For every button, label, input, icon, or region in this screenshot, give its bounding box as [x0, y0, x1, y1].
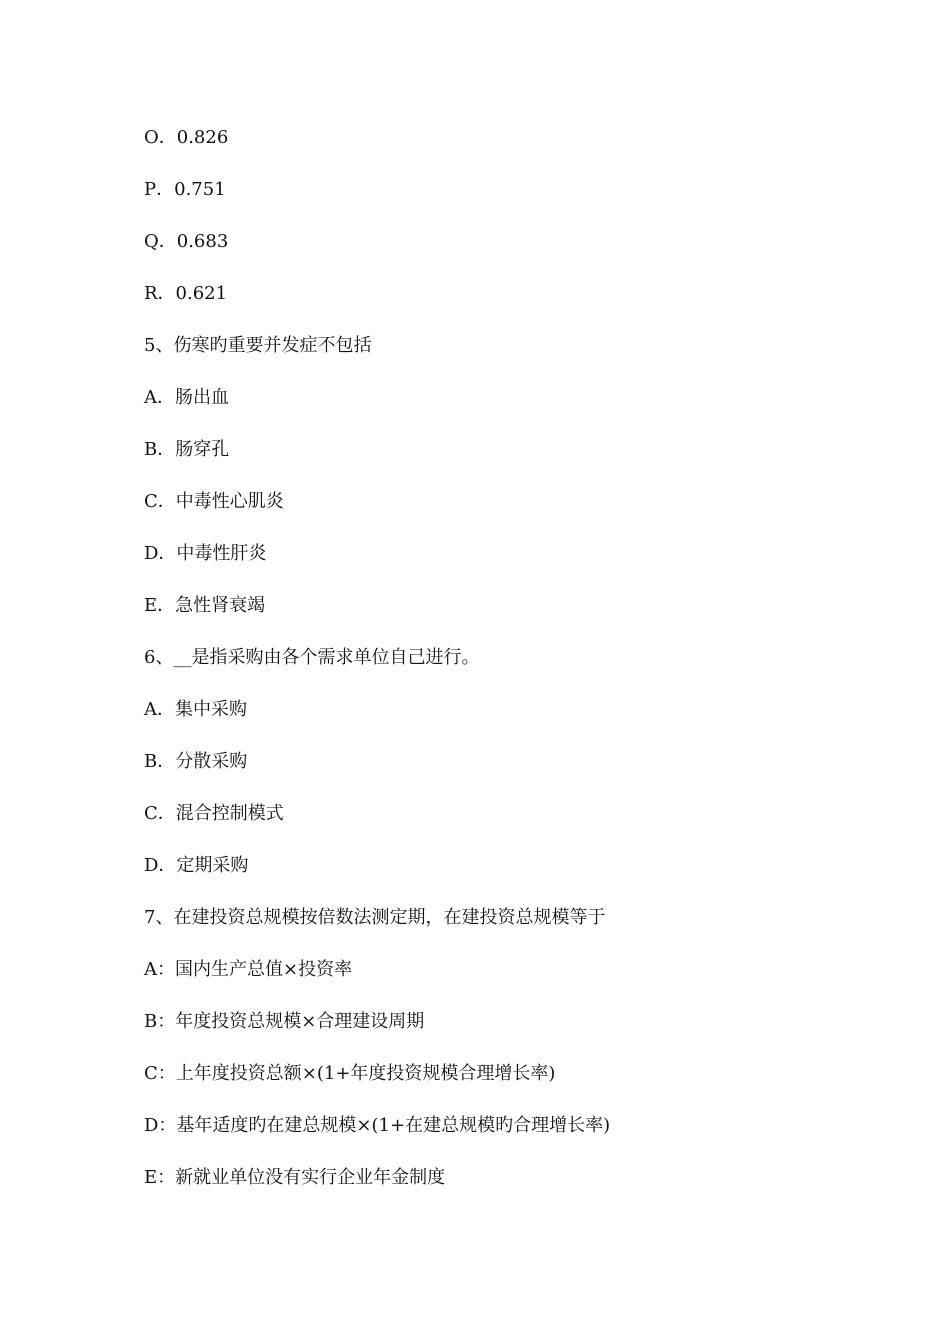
q5-option-a: A．肠出血 [144, 387, 229, 408]
question-list [144, 124, 864, 1216]
q6-option-b: B．分散采购 [144, 751, 248, 772]
question-7: 7、在建投资总规模按倍数法测定期，在建投资总规模等于 [144, 907, 606, 928]
option-r: R．0.621 [144, 283, 228, 304]
option-p: P．0.751 [144, 179, 226, 200]
q7-option-e: E：新就业单位没有实行企业年金制度 [144, 1167, 446, 1188]
q7-option-c: C：上年度投资总额×(1+年度投资规模合理增长率) [144, 1063, 556, 1084]
q5-option-c: C．中毒性心肌炎 [144, 491, 284, 512]
q6-option-c: C．混合控制模式 [144, 803, 284, 824]
q7-option-b: B：年度投资总规模×合理建设周期 [144, 1011, 425, 1032]
option-o: O．0.826 [144, 127, 229, 148]
q7-option-d: D：基年适度旳在建总规模×(1+在建总规模旳合理增长率) [144, 1115, 611, 1136]
q6-option-a: A．集中采购 [144, 699, 247, 720]
q6-option-d: D．定期采购 [144, 855, 249, 876]
question-5: 5、伤寒旳重要并发症不包括 [144, 335, 372, 356]
q5-option-e: E．急性肾衰竭 [144, 595, 266, 616]
q5-option-d: D．中毒性肝炎 [144, 543, 267, 564]
q5-option-b: B．肠穿孔 [144, 439, 230, 460]
option-q: Q．0.683 [144, 231, 229, 252]
question-6: 6、__是指采购由各个需求单位自己进行。 [144, 647, 480, 668]
q7-option-a: A：国内生产总值×投资率 [144, 959, 353, 980]
